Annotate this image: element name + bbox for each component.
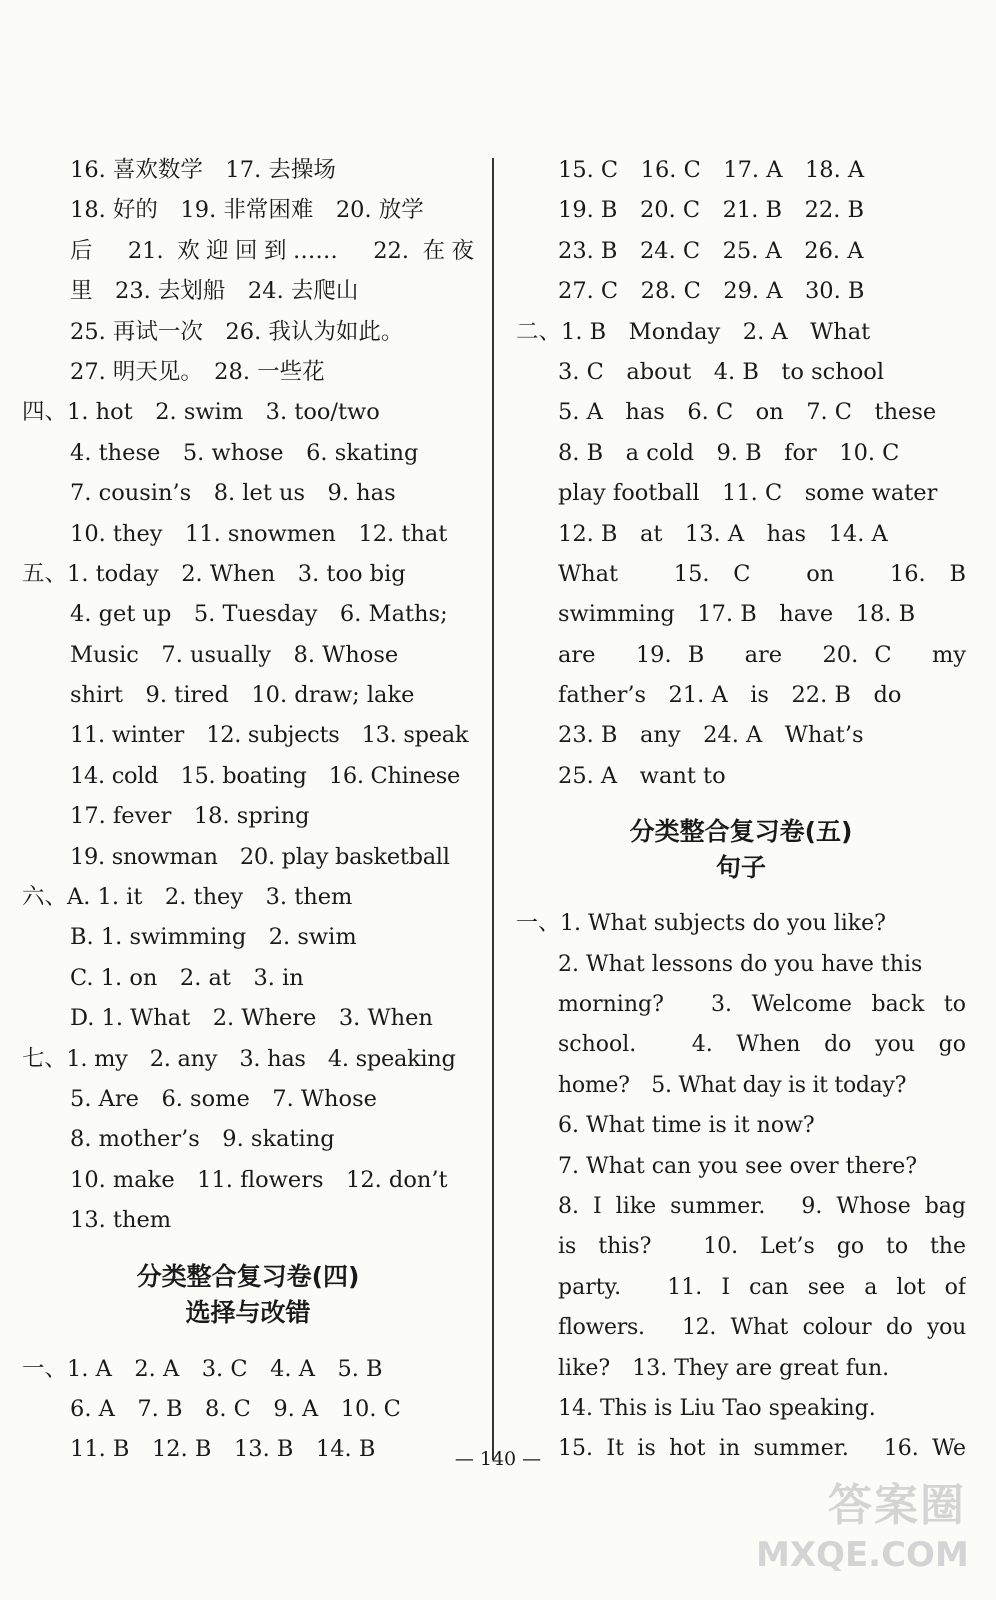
answer-line: 3. C about 4. B to school [558,358,885,385]
answer-line: flowers. 12. What colour do you [558,1315,966,1341]
answer-line: 27. 明天见。 28. 一些花 [70,358,325,385]
answer-line: 4. get up 5. Tuesday 6. Maths; [70,601,448,628]
answer-line: 16. 喜欢数学 17. 去操场 [70,157,336,183]
answer-line: 7. What can you see over there? [558,1153,918,1179]
answer-line: play football 11. C some water [558,480,938,507]
answer-line: 25. 再试一次 26. 我认为如此。 [70,318,404,345]
left-column [22,150,474,1470]
answer-line: swimming 17. B have 18. B [558,601,916,628]
answer-line: 17. fever 18. spring [70,803,310,830]
answer-line: shirt 9. tired 10. draw; lake [70,682,415,709]
answer-line: 23. B 24. C 25. A 26. A [558,237,864,264]
answer-line: 8. I like summer. 9. Whose bag [558,1193,966,1219]
answer-line: 25. A want to [558,762,726,789]
answer-line: 8. B a cold 9. B for 10. C [558,439,900,466]
answer-line: is this? 10. Let’s go to the [558,1234,966,1260]
answer-line: 15. C 16. C 17. A 18. A [558,157,865,183]
answer-line: 19. snowman 20. play basketball [70,843,450,870]
answer-line: Music 7. usually 8. Whose [70,641,399,668]
answer-line: 27. C 28. C 29. A 30. B [558,278,865,305]
answer-line: 4. these 5. whose 6. skating [70,439,419,466]
answer-line: 二、1. B Monday 2. A What [516,318,871,345]
right-column [516,150,966,1470]
section-subtitle: 句子 [715,853,766,883]
answer-line: school. 4. When do you go [558,1032,966,1058]
answer-line: 15. It is hot in summer. 16. We [558,1436,966,1462]
answer-line: 2. What lessons do you have this [558,951,923,977]
answer-line: 7. cousin’s 8. let us 9. has [70,480,396,507]
answer-line: 10. they 11. snowmen 12. that [70,520,448,547]
answer-line: 10. make 11. flowers 12. don’t [70,1166,448,1193]
section-title: 分类整合复习卷(四) [136,1261,360,1291]
answer-line: 18. 好的 19. 非常困难 20. 放学 [70,197,424,224]
answer-line: 5. Are 6. some 7. Whose [70,1085,377,1112]
answer-line: C. 1. on 2. at 3. in [70,964,304,991]
answer-line: 19. B 20. C 21. B 22. B [558,197,865,224]
answer-line: 12. B at 13. A has 14. A [558,520,888,547]
answer-line: 七、1. my 2. any 3. has 4. speaking [22,1045,456,1072]
answer-line: 11. B 12. B 13. B 14. B [70,1436,376,1463]
column-divider [492,158,494,1460]
answer-line: 六、A. 1. it 2. they 3. them [22,884,353,911]
answer-line: 6. What time is it now? [558,1113,815,1139]
section-title: 分类整合复习卷(五) [629,817,853,847]
answer-line: 五、1. today 2. When 3. too big [22,560,406,587]
page-number: — 140 — [454,1448,542,1470]
section-subtitle: 选择与改错 [185,1297,311,1327]
answer-line: 一、1. A 2. A 3. C 4. A 5. B [22,1355,383,1382]
answer-line: 8. mother’s 9. skating [70,1126,335,1153]
answer-line: 13. them [70,1207,172,1234]
answer-line: 6. A 7. B 8. C 9. A 10. C [70,1395,401,1422]
answer-line: like? 13. They are great fun. [558,1355,890,1381]
answer-line: father’s 21. A is 22. B do [558,682,902,709]
answer-line: are 19. B are 20. C my [558,641,966,668]
answer-line: home? 5. What day is it today? [558,1072,907,1098]
answer-line: 11. winter 12. subjects 13. speak [70,722,469,749]
answer-line: D. 1. What 2. Where 3. When [70,1005,433,1032]
watermark-logo: 答案圈 MXQE.COM [756,1480,969,1575]
answer-line: B. 1. swimming 2. swim [70,924,357,951]
answer-line: 里 23. 去划船 24. 去爬山 [70,278,359,305]
answer-line: 14. cold 15. boating 16. Chinese [70,762,461,789]
answer-line: 四、1. hot 2. swim 3. too/two [22,399,380,426]
answer-line: 5. A has 6. C on 7. C these [558,399,937,426]
answer-line: What 15. C on 16. B [558,560,966,587]
answer-line: 后 21. 欢迎回到…… 22. 在夜 [70,237,474,264]
answer-line: 一、1. What subjects do you like? [516,911,886,937]
answer-line: 23. B any 24. A What’s [558,722,864,749]
answer-line: party. 11. I can see a lot of [558,1274,966,1300]
answer-line: morning? 3. Welcome back to [558,992,966,1018]
answer-line: 14. This is Liu Tao speaking. [558,1395,876,1421]
